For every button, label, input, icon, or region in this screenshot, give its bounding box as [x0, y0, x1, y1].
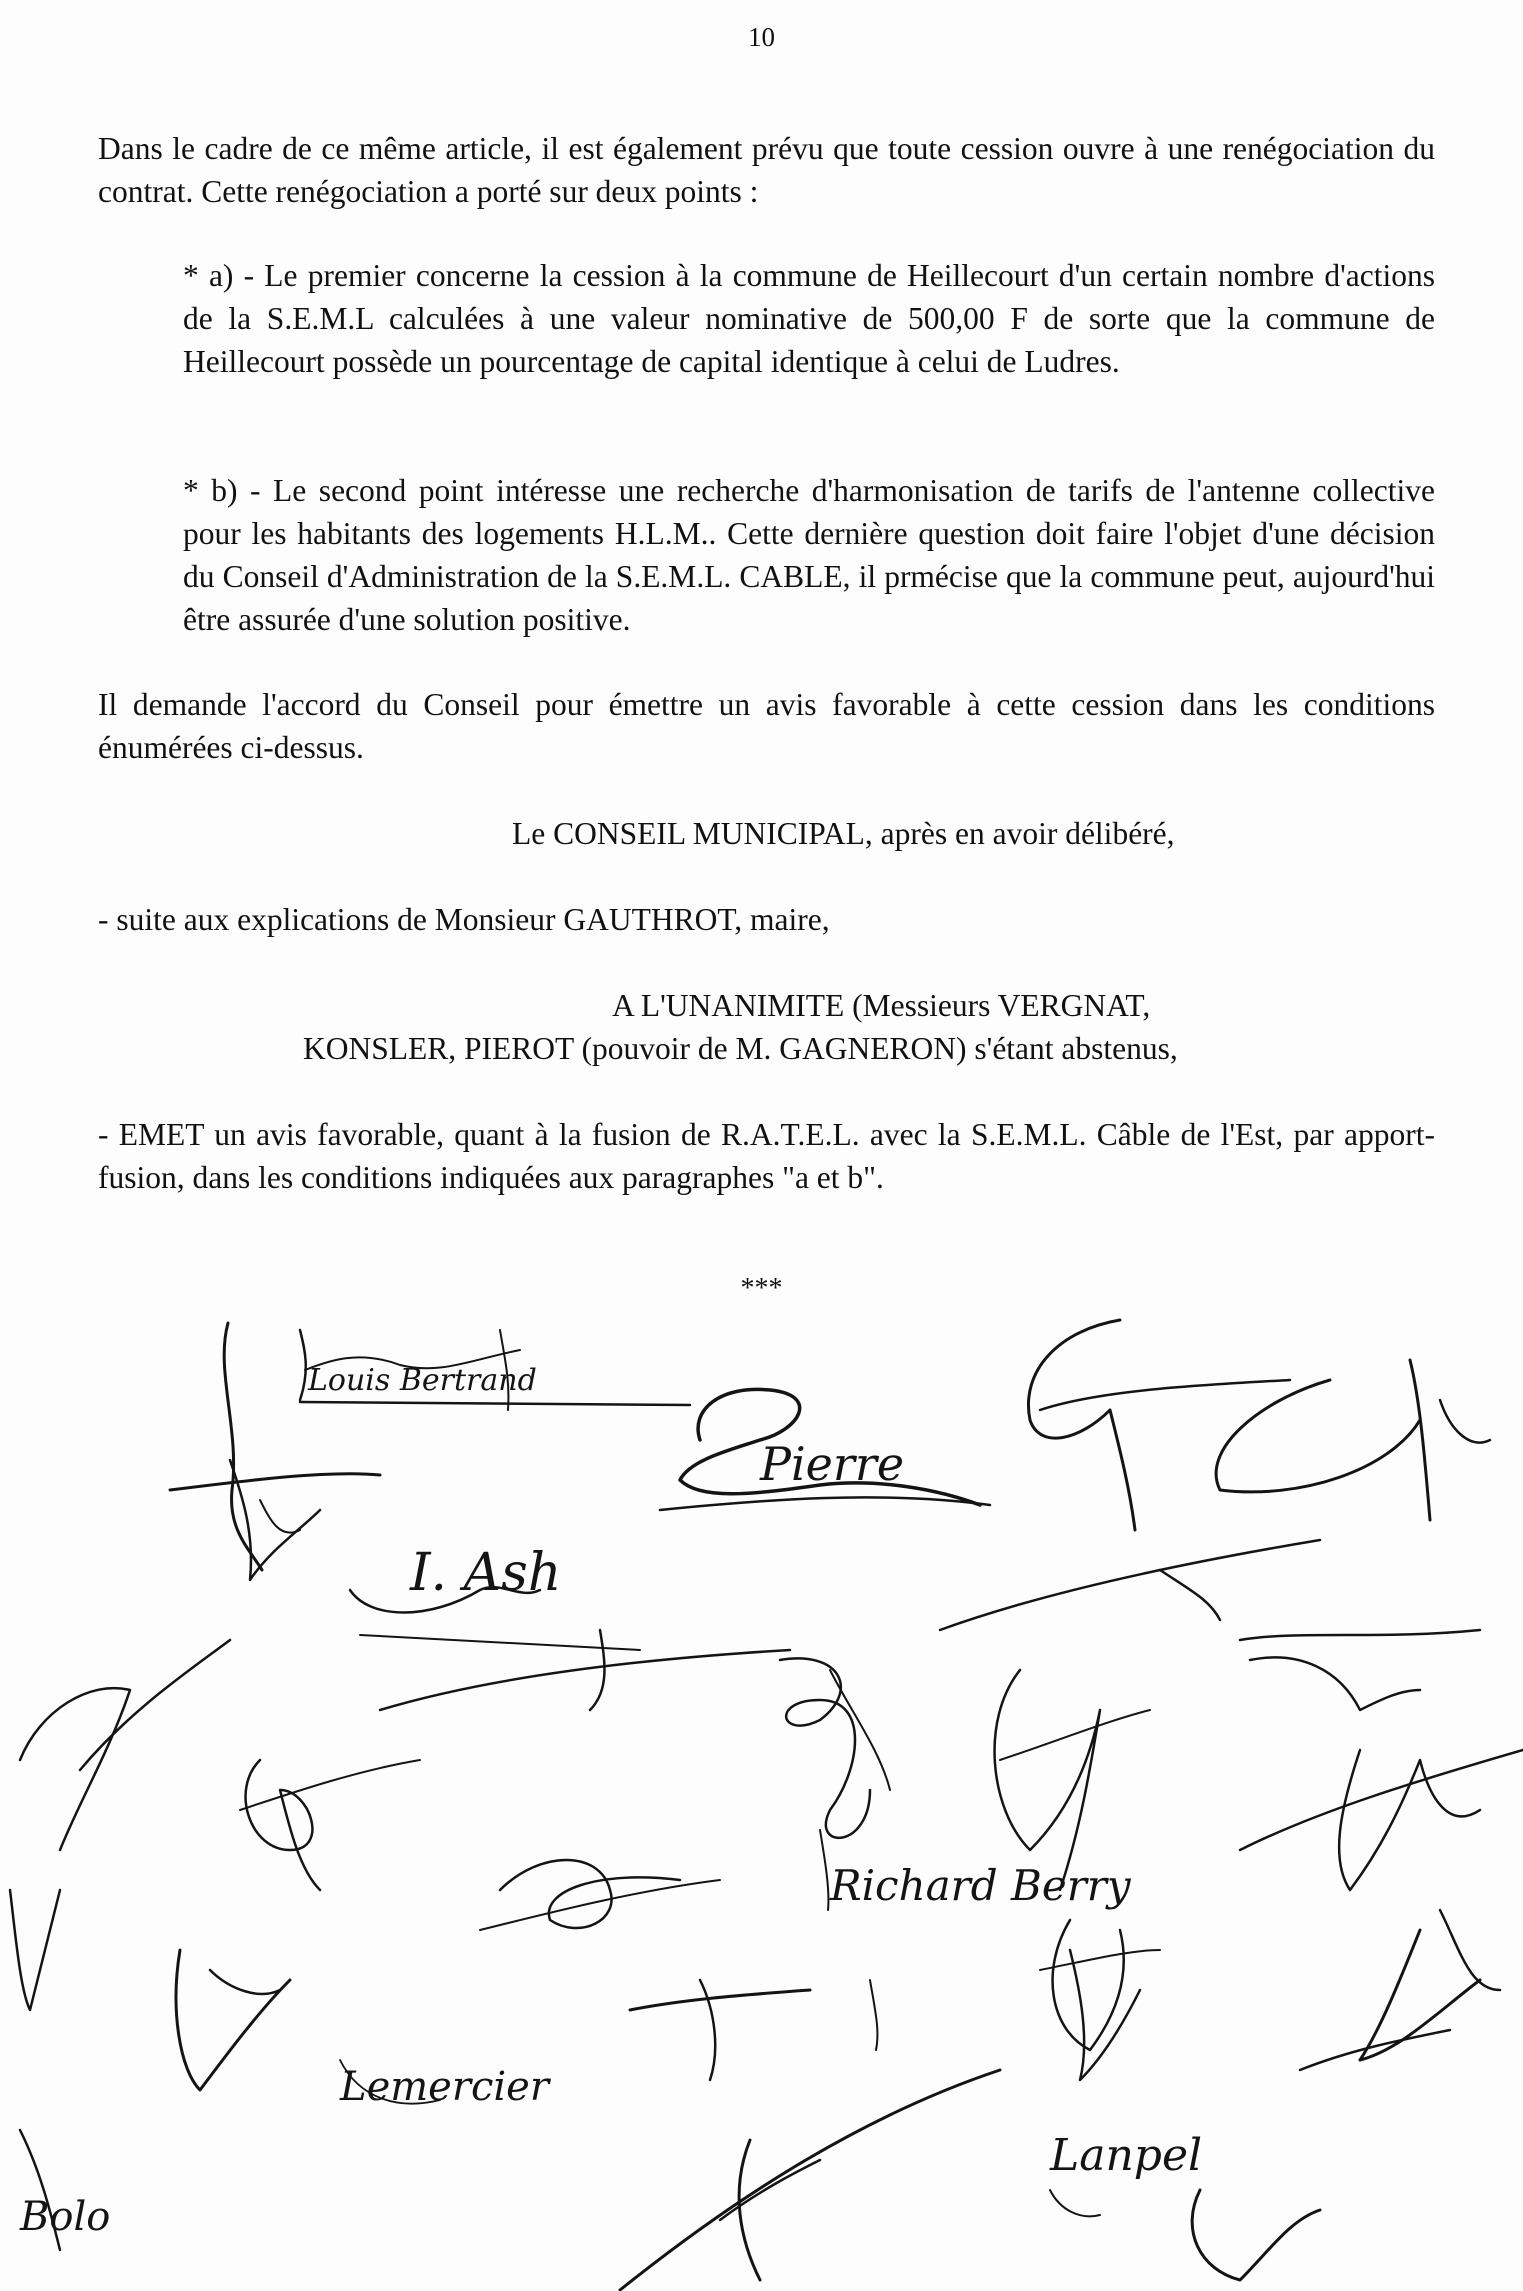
signature-16-label: Richard Berry	[830, 1861, 1131, 1910]
signature-3-label: Pierre	[760, 1437, 905, 1491]
signature-1-label: Louis Bertrand	[308, 1363, 537, 1398]
signature-3	[660, 1389, 990, 1510]
signatures-area	[0, 1290, 1523, 2291]
signature-2	[170, 1460, 380, 1580]
signature-11	[1240, 1630, 1480, 1710]
page-number: 10	[748, 22, 775, 52]
signature-7	[940, 1540, 1320, 1630]
signature-22	[630, 1980, 877, 2080]
signature-26	[1049, 2130, 1202, 2216]
separator-asterisks: ***	[740, 1273, 783, 1304]
point-a-paragraph: * a) - Le premier concerne la cession à la commune de Heillecourt d'un certain nombre d'actions de la S.E.M.L calculées à une valeur nominative de 500,00 F de sorte que la commune de Heillecourt possède un pourcentage de capital identique à celui de Ludres.	[183, 258, 1435, 379]
intro-paragraph: Dans le cadre de ce même article, il est également prévu que toute cession ouvre à une renégociation du contrat. Cette renégociation a porté sur deux points :	[98, 131, 1435, 209]
signature-26-label: Lanpel	[1050, 2130, 1203, 2181]
point-b-paragraph: * b) - Le second point intéresse une recherche d'harmonisation de tarifs de l'antenne collective pour les habitants des logements H.L.M.. Cette dernière question doit faire l'objet d'une décision du Conseil d'Administration de la S.E.M.L. CABLE, il prmécise que la commune peut, aujourd'hui être assurée d'une solution positive.	[183, 473, 1435, 637]
signature-21	[339, 2060, 552, 2110]
signature-20	[1360, 1910, 1500, 2060]
signature-13	[995, 1670, 1150, 1890]
request-paragraph: Il demande l'accord du Conseil pour émettre un avis favorable à cette cession dans les conditions énumérées ci-dessus.	[98, 687, 1435, 765]
signature-12	[240, 1760, 420, 1890]
signature-15	[480, 1860, 720, 1930]
signature-10	[780, 1658, 890, 1837]
decision-paragraph: - EMET un avis favorable, quant à la fusion de R.A.T.E.L. avec la S.E.M.L. Câble de l'Est, par apport-fusion, dans les conditions indiquées aux paragraphes "a et b".	[98, 1117, 1435, 1195]
signature-16	[820, 1830, 1132, 1910]
signature-24	[19, 2130, 110, 2250]
signature-5	[1216, 1360, 1490, 1520]
signature-18	[176, 1950, 290, 2090]
signature-27	[1192, 2190, 1320, 2280]
signature-8	[20, 1640, 230, 1850]
unanimity-line-2: KONSLER, PIEROT (pouvoir de M. GAGNERON) s'étant abstenus,	[303, 1031, 1178, 1066]
signature-24-label: Bolo	[20, 2194, 111, 2240]
unanimity-line-1: A L'UNANIMITE (Messieurs VERGNAT,	[612, 988, 1151, 1023]
signature-17	[10, 1890, 60, 2010]
signature-21-label: Lemercier	[340, 2064, 549, 2110]
signature-9	[380, 1630, 790, 1710]
signature-6	[350, 1543, 640, 1650]
signature-14	[1240, 1750, 1523, 1890]
council-heading: Le CONSEIL MUNICIPAL, après en avoir délibéré,	[512, 816, 1175, 851]
signature-25	[620, 2070, 1000, 2290]
signature-6-label: I. Ash	[410, 1543, 562, 1603]
suite-line: - suite aux explications de Monsieur GAUTHROT, maire,	[98, 902, 830, 937]
signature-23	[1070, 1950, 1140, 2080]
signature-4	[1028, 1320, 1290, 1530]
signature-19	[1040, 1920, 1160, 2050]
